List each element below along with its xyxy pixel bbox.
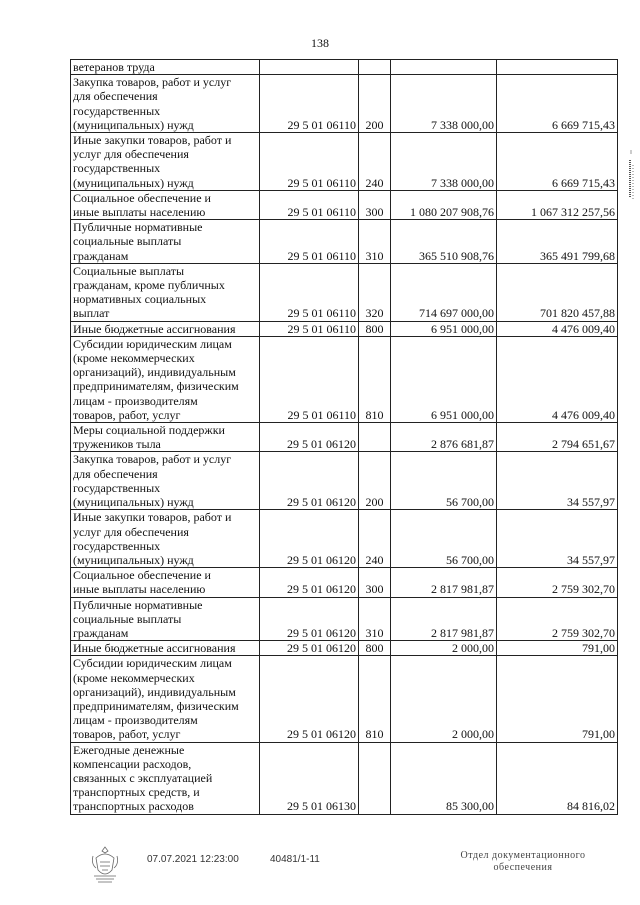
row-plan-cell: 85 300,00 — [391, 742, 497, 814]
table-row — [71, 75, 618, 133]
row-plan-cell: 56 700,00 — [391, 510, 497, 568]
row-code-cell: 29 5 01 06110 — [260, 336, 359, 422]
row-exec-cell: 4 476 009,40 — [497, 321, 618, 336]
row-exec-cell: 791,00 — [497, 656, 618, 742]
row-name-cell — [71, 742, 260, 814]
table-row — [71, 336, 618, 422]
row-plan-cell: 714 697 000,00 — [391, 263, 497, 321]
table-row — [71, 133, 618, 191]
row-vr-cell: 810 — [359, 656, 391, 742]
row-name-text: Социальные выплаты гражданам, кроме публичных нормативных социальных выплат — [73, 263, 225, 321]
row-exec-cell: 2 794 651,67 — [497, 423, 618, 452]
row-vr-cell: 300 — [359, 568, 391, 597]
row-name-cell — [71, 452, 260, 510]
row-vr-cell: 240 — [359, 510, 391, 568]
row-name-text: Субсидии юридическим лицам (кроме некоммерческих организаций), индивидуальным предпринимателям, физическим лицам - производителям товаров, работ, услуг — [73, 336, 239, 422]
table-row — [71, 510, 618, 568]
table-row — [71, 321, 618, 336]
table-row — [71, 220, 618, 264]
table-row — [71, 60, 618, 75]
row-exec-cell: 84 816,02 — [497, 742, 618, 814]
row-vr-cell: 320 — [359, 263, 391, 321]
row-name-cell — [71, 336, 260, 422]
row-name-text: Иные закупки товаров, работ и услуг для обеспечения государственных (муниципальных) нужд — [73, 133, 232, 190]
row-name-text: Закупка товаров, работ и услуг для обеспечения государственных (муниципальных) нужд — [73, 452, 232, 510]
table-row — [71, 423, 618, 452]
row-name-text: Иные закупки товаров, работ и услуг для обеспечения государственных (муниципальных) нужд — [73, 510, 232, 567]
budget-table — [70, 59, 618, 815]
row-plan-cell: 2 000,00 — [391, 641, 497, 656]
row-name-cell — [71, 60, 260, 75]
row-code-cell: 29 5 01 06110 — [260, 263, 359, 321]
scan-artifact-marks — [626, 120, 636, 220]
table-row — [71, 263, 618, 321]
row-exec-cell: 34 557,97 — [497, 452, 618, 510]
row-vr-cell: 200 — [359, 452, 391, 510]
page-number: 138 — [311, 36, 329, 50]
row-name-cell — [71, 321, 260, 336]
row-name-cell — [71, 133, 260, 191]
row-name-text: Ежегодные денежные компенсации расходов, связанных с эксплуатацией транспортных средств, и транспортных расходов — [73, 742, 213, 814]
row-name-cell — [71, 423, 260, 452]
row-code-cell: 29 5 01 06110 — [260, 133, 359, 191]
row-code-cell: 29 5 01 06120 — [260, 510, 359, 568]
row-exec-cell: 2 759 302,70 — [497, 568, 618, 597]
row-name-text: Субсидии юридическим лицам (кроме некоммерческих организаций), индивидуальным предпринимателям, физическим лицам - производителям товаров, работ, услуг — [73, 656, 239, 742]
row-vr-cell: 310 — [359, 597, 391, 641]
footer-datetime: 07.07.2021 12:23:00 — [147, 854, 239, 865]
row-code-cell: 29 5 01 06120 — [260, 568, 359, 597]
row-name-cell — [71, 220, 260, 264]
table-row — [71, 190, 618, 219]
row-vr-cell: 200 — [359, 75, 391, 133]
row-code-cell: 29 5 01 06120 — [260, 452, 359, 510]
row-exec-cell: 4 476 009,40 — [497, 336, 618, 422]
row-name-text: Меры социальной поддержки тружеников тыла — [73, 423, 225, 452]
row-plan-cell: 365 510 908,76 — [391, 220, 497, 264]
row-vr-cell — [359, 60, 391, 75]
row-vr-cell: 240 — [359, 133, 391, 191]
row-name-cell — [71, 75, 260, 133]
row-name-cell — [71, 568, 260, 597]
table-row — [71, 568, 618, 597]
row-code-cell: 29 5 01 06120 — [260, 597, 359, 641]
row-code-cell: 29 5 01 06110 — [260, 220, 359, 264]
row-exec-cell: 701 820 457,88 — [497, 263, 618, 321]
row-plan-cell: 2 817 981,87 — [391, 597, 497, 641]
row-name-cell — [71, 597, 260, 641]
row-name-text: Социальное обеспечение и иные выплаты населению — [73, 568, 211, 597]
row-plan-cell: 1 080 207 908,76 — [391, 190, 497, 219]
row-vr-cell: 810 — [359, 336, 391, 422]
row-vr-cell — [359, 742, 391, 814]
row-code-cell: 29 5 01 06120 — [260, 641, 359, 656]
row-code-cell: 29 5 01 06120 — [260, 423, 359, 452]
row-exec-cell — [497, 60, 618, 75]
row-code-cell: 29 5 01 06130 — [260, 742, 359, 814]
table-row — [71, 742, 618, 814]
row-exec-cell: 365 491 799,68 — [497, 220, 618, 264]
row-exec-cell: 1 067 312 257,56 — [497, 190, 618, 219]
row-plan-cell: 6 951 000,00 — [391, 321, 497, 336]
footer-doc-number: 40481/1-11 — [270, 854, 320, 865]
footer-department: Отдел документационного обеспечения — [460, 850, 586, 873]
row-name-text: Закупка товаров, работ и услуг для обеспечения государственных (муниципальных) нужд — [73, 75, 232, 132]
row-exec-cell: 2 759 302,70 — [497, 597, 618, 641]
row-vr-cell: 300 — [359, 190, 391, 219]
row-exec-cell: 6 669 715,43 — [497, 133, 618, 191]
row-name-text: ветеранов труда — [73, 60, 155, 74]
row-plan-cell — [391, 60, 497, 75]
row-name-cell — [71, 510, 260, 568]
row-plan-cell: 56 700,00 — [391, 452, 497, 510]
row-name-text: Иные бюджетные ассигнования — [73, 321, 236, 336]
row-vr-cell: 310 — [359, 220, 391, 264]
row-name-text: Публичные нормативные социальные выплаты гражданам — [73, 597, 203, 640]
coat-of-arms-icon — [88, 844, 122, 884]
row-plan-cell: 2 817 981,87 — [391, 568, 497, 597]
row-name-text: Иные бюджетные ассигнования — [73, 641, 236, 656]
row-name-cell — [71, 641, 260, 656]
row-name-cell — [71, 263, 260, 321]
row-name-cell — [71, 190, 260, 219]
row-plan-cell: 7 338 000,00 — [391, 133, 497, 191]
row-vr-cell: 800 — [359, 321, 391, 336]
table-row — [71, 641, 618, 656]
row-vr-cell: 800 — [359, 641, 391, 656]
row-code-cell: 29 5 01 06110 — [260, 190, 359, 219]
row-plan-cell: 7 338 000,00 — [391, 75, 497, 133]
table-row — [71, 597, 618, 641]
row-exec-cell: 34 557,97 — [497, 510, 618, 568]
row-name-text: Социальное обеспечение и иные выплаты населению — [73, 190, 211, 220]
row-vr-cell — [359, 423, 391, 452]
table-row — [71, 656, 618, 742]
row-plan-cell: 2 000,00 — [391, 656, 497, 742]
row-plan-cell: 6 951 000,00 — [391, 336, 497, 422]
row-name-text: Публичные нормативные социальные выплаты гражданам — [73, 220, 203, 263]
row-name-cell — [71, 656, 260, 742]
row-exec-cell: 791,00 — [497, 641, 618, 656]
row-exec-cell: 6 669 715,43 — [497, 75, 618, 133]
row-code-cell — [260, 60, 359, 75]
row-code-cell: 29 5 01 06120 — [260, 656, 359, 742]
row-code-cell: 29 5 01 06110 — [260, 321, 359, 336]
row-plan-cell: 2 876 681,87 — [391, 423, 497, 452]
row-code-cell: 29 5 01 06110 — [260, 75, 359, 133]
table-row — [71, 452, 618, 510]
